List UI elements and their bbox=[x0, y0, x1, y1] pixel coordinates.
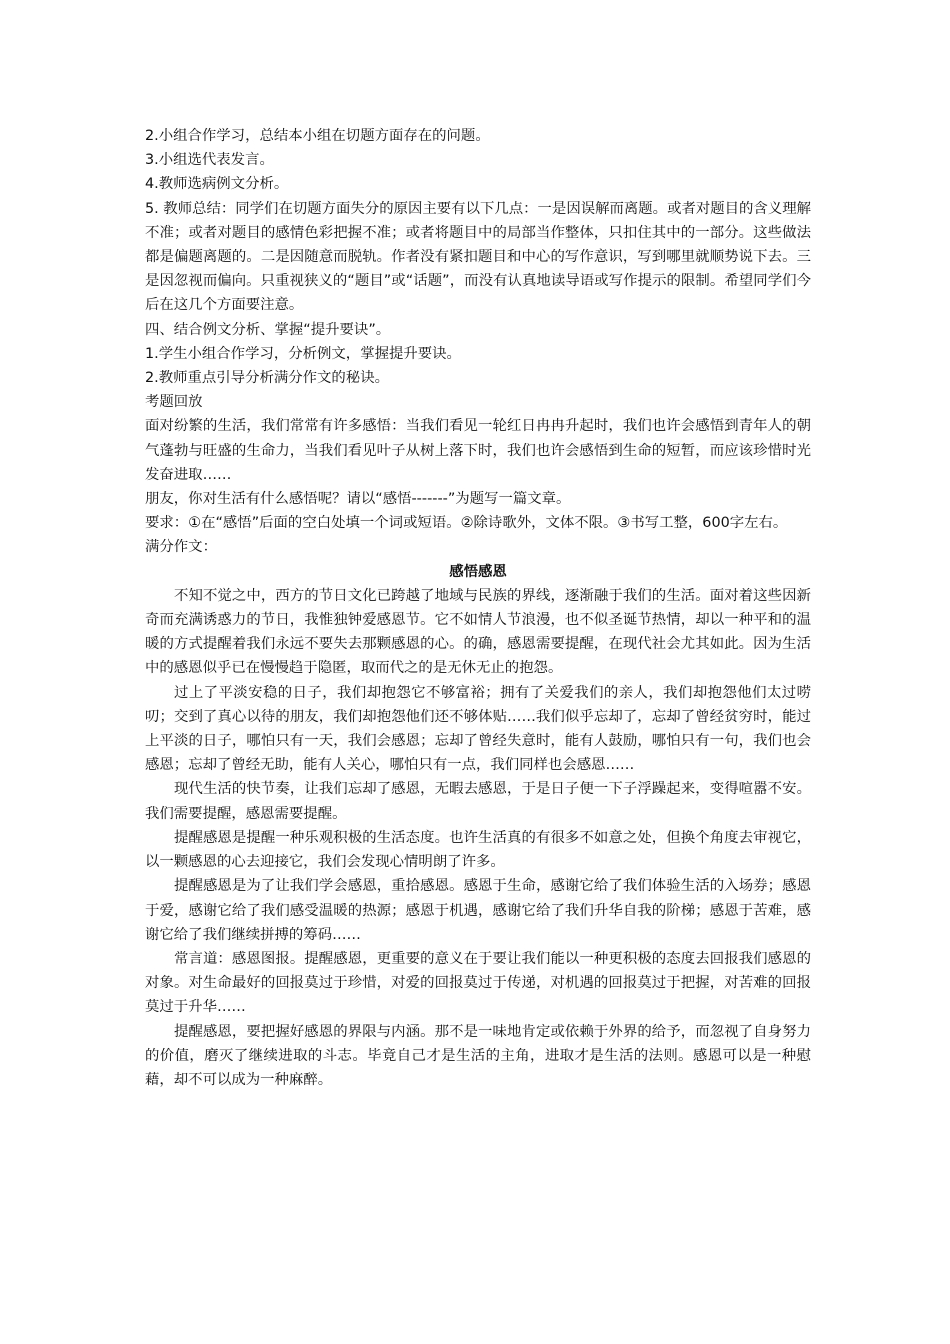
exam-requirement: 要求：①在“感悟”后面的空白处填一个词或短语。②除诗歌外，文体不限。③书写工整，600字左右。 bbox=[145, 515, 788, 532]
section-4-item-2: 2.教师重点引导分析满分作文的秘诀。 bbox=[145, 370, 389, 387]
exam-prompt: 面对纷繁的生活，我们常常有许多感悟：当我们看见一轮红日冉冉升起时，我们也许会感悟到青年人的朝气蓬勃与旺盛的生命力，当我们看见叶子从树上落下时，我们也许会感悟到生命的短暂，而应该珍惜时光发奋进取…… bbox=[145, 418, 811, 483]
essay-title: 感悟感恩 bbox=[449, 563, 507, 580]
section-4-item-1: 1.学生小组合作学习，分析例文，掌握提升要诀。 bbox=[145, 345, 461, 362]
essay-paragraph: 提醒感恩是提醒一种乐观积极的生活态度。也许生活真的有很多不如意之处，但换个角度去审视它，以一颗感恩的心去迎接它，我们会发现心情明朗了许多。 bbox=[145, 829, 811, 871]
exam-heading: 考题回放 bbox=[145, 394, 203, 411]
exam-question: 朋友，你对生活有什么感悟呢？请以“感悟-------”为题写一篇文章。 bbox=[145, 491, 571, 508]
step-3: 3.小组选代表发言。 bbox=[145, 152, 274, 169]
section-4-heading: 四、结合例文分析、掌握“提升要诀”。 bbox=[145, 321, 391, 338]
essay-paragraph: 常言道：感恩图报。提醒感恩，更重要的意义在于要让我们能以一种更积极的态度去回报我们感恩的对象。对生命最好的回报莫过于珍惜，对爱的回报莫过于传递，对机遇的回报莫过于把握，对苦难的回报莫过于升华…… bbox=[145, 950, 811, 1016]
teacher-summary: 5. 教师总结：同学们在切题方面失分的原因主要有以下几点：一是因误解而离题。或者对题目的含义理解不准；或者对题目的感情色彩把握不准；或者将题目中的局部当作整体，只扣住其中的一部分。这些做法都是偏题离题的。二是因随意而脱轨。作者没有紧扣题目和中心的写作意识，写到哪里就顺势说下去。三是因忽视而偏向。只重视狭义的“题目”或“话题”，而没有认真地读导语或写作提示的限制。希望同学们今后在这几个方面要注意。 bbox=[145, 200, 811, 314]
essay-paragraph: 过上了平淡安稳的日子，我们却抱怨它不够富裕；拥有了关爱我们的亲人，我们却抱怨他们太过唠叨；交到了真心以待的朋友，我们却抱怨他们还不够体贴……我们似乎忘却了，忘却了曾经贫穷时，能过上平淡的日子，哪怕只有一天，我们会感恩；忘却了曾经失意时，能有人鼓励，哪怕只有一句，我们也会感恩；忘却了曾经无助，能有人关心，哪怕只有一点，我们同样也会感恩…… bbox=[145, 684, 811, 774]
model-essay-label: 满分作文： bbox=[145, 539, 217, 556]
document-page bbox=[145, 124, 811, 1092]
step-4: 4.教师选病例文分析。 bbox=[145, 176, 289, 193]
essay-paragraph: 提醒感恩是为了让我们学会感恩，重拾感恩。感恩于生命，感谢它给了我们体验生活的入场券；感恩于爱，感谢它给了我们感受温暖的热源；感恩于机遇，感谢它给了我们升华自我的阶梯；感恩于苦难，感谢它给了我们继续拼搏的筹码…… bbox=[145, 878, 811, 943]
essay-paragraph: 提醒感恩，要把握好感恩的界限与内涵。那不是一味地肯定或依赖于外界的给予，而忽视了自身努力的价值，磨灭了继续进取的斗志。毕竟自己才是生活的主角，进取才是生活的法则。感恩可以是一种慰藉，却不可以成为一种麻醉。 bbox=[145, 1023, 811, 1088]
essay-paragraph: 不知不觉之中，西方的节日文化已跨越了地域与民族的界线，逐渐融于我们的生活。面对着这些因新奇而充满诱惑力的节日，我惟独钟爱感恩节。它不如情人节浪漫，也不似圣诞节热情，却以一种平和的温暖的方式提醒着我们永远不要失去那颗感恩的心。的确，感恩需要提醒，在现代社会尤其如此。因为生活中的感恩似乎已在慢慢趋于隐匿，取而代之的是无休无止的抱怨。 bbox=[145, 587, 811, 677]
essay-paragraph: 现代生活的快节奏，让我们忘却了感恩，无暇去感恩，于是日子便一下子浮躁起来，变得喧嚣不安。我们需要提醒，感恩需要提醒。 bbox=[145, 781, 811, 822]
step-2: 2.小组合作学习，总结本小组在切题方面存在的问题。 bbox=[145, 128, 490, 144]
